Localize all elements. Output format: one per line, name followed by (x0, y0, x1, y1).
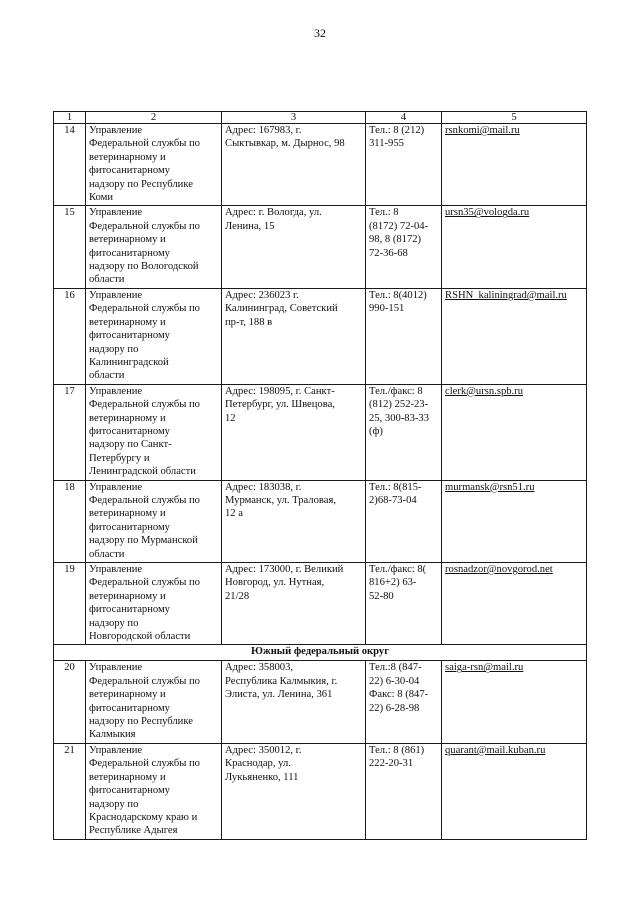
section-header-row (54, 645, 587, 661)
table-row (54, 563, 587, 645)
agency-phone: Тел.: 8 (8172) 72-04- 98, 8 (8172) 72-36-68 (366, 206, 442, 288)
agency-address: Адрес: 183038, г. Мурманск, ул. Траловая, 12 а (222, 480, 366, 562)
table-row (54, 480, 587, 562)
federal-district-title: Южный федеральный округ (54, 645, 587, 661)
agency-phone: Тел./факс: 8 (812) 252-23- 25, 300-83-33 (ф) (366, 384, 442, 480)
agency-address: Адрес: 236023 г. Калининград, Советский пр-т, 188 в (222, 288, 366, 384)
agency-email-link[interactable]: quarant@mail.kuban.ru (442, 743, 587, 839)
agency-name: Управление Федеральной службы по ветеринарному и фитосанитарному надзору по Мурманской области (86, 480, 222, 562)
row-number: 18 (54, 480, 86, 562)
column-header: 1 (54, 112, 86, 124)
agency-email-link[interactable]: saiga-rsn@mail.ru (442, 661, 587, 743)
agency-address: Адрес: 350012, г. Краснодар, ул. Лукьяненко, 111 (222, 743, 366, 839)
agency-name: Управление Федеральной службы по ветеринарному и фитосанитарному надзору по Краснодарскому краю и Республике Адыгея (86, 743, 222, 839)
agency-address: Адрес: 358003, Республика Калмыкия, г. Элиста, ул. Ленина, 361 (222, 661, 366, 743)
table-row (54, 288, 587, 384)
agency-email-link[interactable]: rsnkomi@mail.ru (442, 124, 587, 206)
agency-phone: Тел./факс: 8( 816+2) 63- 52-80 (366, 563, 442, 645)
agency-address: Адрес: 198095, г. Санкт- Петербург, ул. Швецова, 12 (222, 384, 366, 480)
table-row (54, 124, 587, 206)
table-row (54, 206, 587, 288)
agency-address: Адрес: 173000, г. Великий Новгород, ул. Нутная, 21/28 (222, 563, 366, 645)
page-number: 32 (314, 26, 326, 40)
agency-phone: Тел.: 8 (212) 311-955 (366, 124, 442, 206)
agency-email-link[interactable]: murmansk@rsn51.ru (442, 480, 587, 562)
agency-phone: Тел.: 8(4012) 990-151 (366, 288, 442, 384)
agency-name: Управление Федеральной службы по ветеринарному и фитосанитарному надзору по Калининградской области (86, 288, 222, 384)
column-number-header-row (54, 112, 587, 124)
row-number: 21 (54, 743, 86, 839)
agency-address: Адрес: г. Вологда, ул. Ленина, 15 (222, 206, 366, 288)
row-number: 19 (54, 563, 86, 645)
row-number: 16 (54, 288, 86, 384)
agency-phone: Тел.: 8 (861) 222-20-31 (366, 743, 442, 839)
column-header: 4 (366, 112, 442, 124)
column-header: 2 (86, 112, 222, 124)
row-number: 17 (54, 384, 86, 480)
agency-address: Адрес: 167983, г. Сыктывкар, м. Дырнос, 98 (222, 124, 366, 206)
agency-email-link[interactable]: clerk@ursn.spb.ru (442, 384, 587, 480)
agency-name: Управление Федеральной службы по ветеринарному и фитосанитарному надзору по Вологодской области (86, 206, 222, 288)
agency-name: Управление Федеральной службы по ветеринарному и фитосанитарному надзору по Новгородской области (86, 563, 222, 645)
table-row (54, 743, 587, 839)
agency-contacts-table (53, 111, 587, 840)
agency-phone: Тел.:8 (847- 22) 6-30-04 Факс: 8 (847- 22) 6-28-98 (366, 661, 442, 743)
table-row (54, 384, 587, 480)
table-row (54, 661, 587, 743)
row-number: 15 (54, 206, 86, 288)
agency-email-link[interactable]: ursn35@vologda.ru (442, 206, 587, 288)
agency-name: Управление Федеральной службы по ветеринарному и фитосанитарному надзору по Санкт- Петербургу и Ленинградской области (86, 384, 222, 480)
row-number: 20 (54, 661, 86, 743)
column-header: 5 (442, 112, 587, 124)
agency-name: Управление Федеральной службы по ветеринарному и фитосанитарному надзору по Республике Коми (86, 124, 222, 206)
agency-email-link[interactable]: RSHN_kaliningrad@mail.ru (442, 288, 587, 384)
agency-email-link[interactable]: rosnadzor@novgorod.net (442, 563, 587, 645)
column-header: 3 (222, 112, 366, 124)
row-number: 14 (54, 124, 86, 206)
agency-name: Управление Федеральной службы по ветеринарному и фитосанитарному надзору по Республике Калмыкия (86, 661, 222, 743)
agency-phone: Тел.: 8(815- 2)68-73-04 (366, 480, 442, 562)
